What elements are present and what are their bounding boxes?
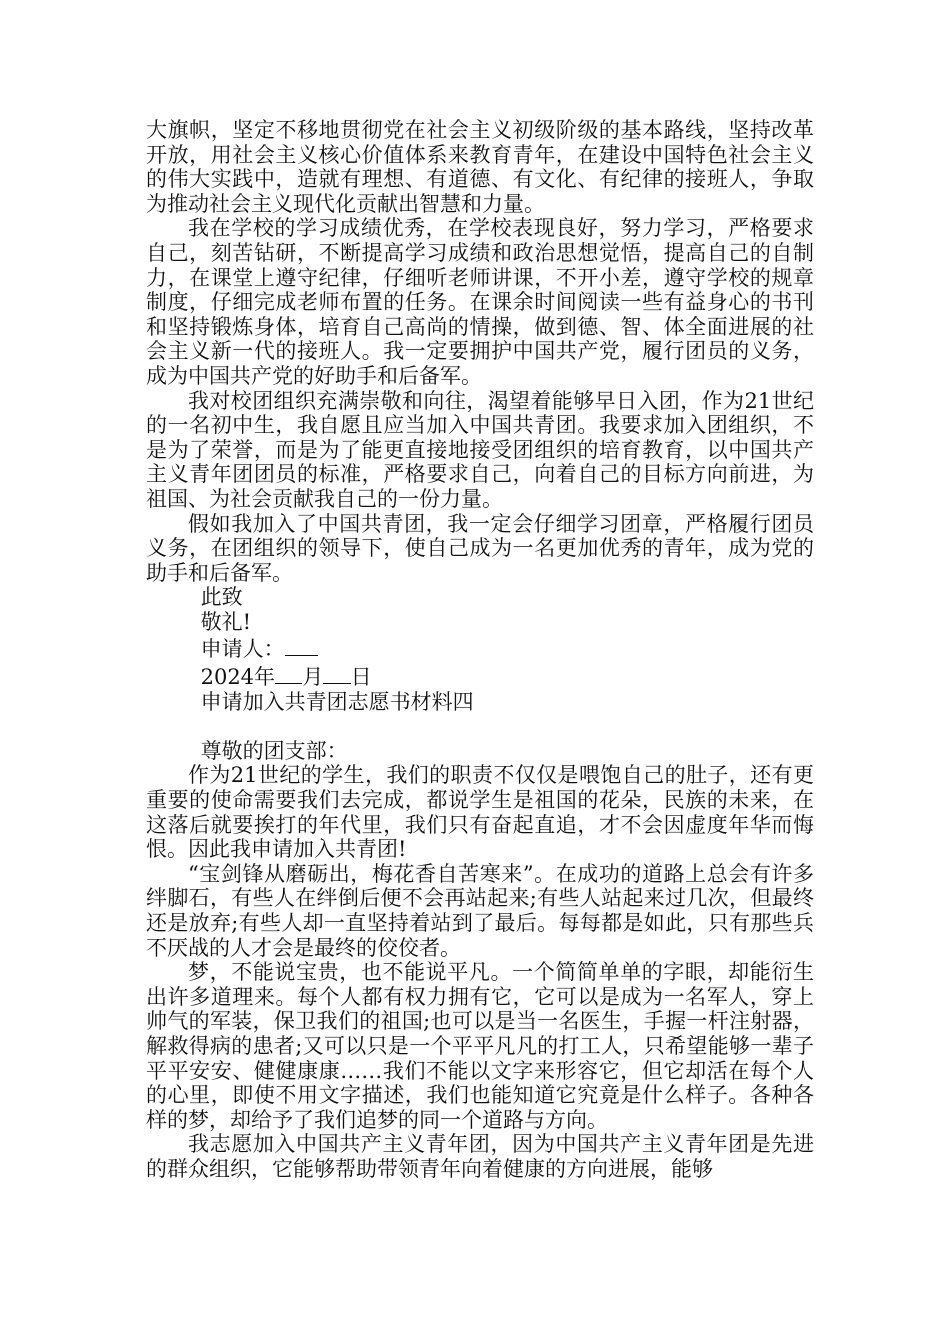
paragraph-5: 作为21世纪的学生，我们的职责不仅仅是喂饱自己的肚子，还有更重要的使命需要我们去完成，都说学生是祖国的花朵，民族的未来，在这落后就要挨打的年代里，我们只有奋起直追，才不会因虚度年华而悔恨。因此我申请加入共青团! <box>146 763 814 862</box>
date-day: 日 <box>350 665 372 690</box>
date-day-blank <box>323 662 350 684</box>
applicant-label: 申请人： <box>200 637 285 662</box>
salutation-jing-li: 敬礼! <box>200 609 252 634</box>
date-year: 2024年 <box>200 665 276 690</box>
applicant-blank <box>285 634 319 656</box>
paragraph-1: 大旗帜，坚定不移地贯彻党在社会主义初级阶级的基本路线，坚持改革开放，用社会主义核心价值体系来教育青年，在建设中国特色社会主义的伟大实践中，造就有理想、有道德、有文化、有纪律的接班人，争取为推动社会主义现代化贡献出智慧和力量。 <box>146 118 814 216</box>
applicant-line <box>146 634 814 662</box>
date-line <box>146 662 814 690</box>
paragraph-8: 我志愿加入中国共产主义青年团，因为中国共产主义青年团是先进的群众组织，它能够帮助带领青年向着健康的方向进展，能够 <box>146 1132 814 1181</box>
greeting: 尊敬的团支部： <box>200 738 348 763</box>
blank-line <box>146 714 814 739</box>
document-body <box>146 118 814 1182</box>
salutation-ci-zhi: 此致 <box>200 585 243 610</box>
paragraph-6: “宝剑锋从磨砺出，梅花香自苦寒来”。在成功的道路上总会有许多绊脚石，有些人在绊倒后便不会再站起来;有些人站起来过几次，但最终还是放弃;有些人却一直坚持着站到了最后。每每都是如此，只有那些兵不厌战的人才会是最终的佼佼者。 <box>146 861 814 960</box>
paragraph-7: 梦，不能说宝贵，也不能说平凡。一个简简单单的字眼，却能衍生出许多道理来。每个人都有权力拥有它，它可以是成为一名军人，穿上帅气的军装，保卫我们的祖国;也可以是当一名医生，手握一杆注射器，解救得病的患者;又可以只是一个平平凡凡的打工人，只希望能够一辈子平平安安、健健康康……我们不能以文字来形容它，但它却活在每个人的心里，即使不用文字描述，我们也能知道它究竟是什么样子。各种各样的梦，却给予了我们追梦的同一个道路与方向。 <box>146 960 814 1132</box>
paragraph-4: 假如我加入了中国共青团，我一定会仔细学习团章，严格履行团员义务，在团组织的领导下，使自己成为一名更加优秀的青年，成为党的助手和后备军。 <box>146 511 814 585</box>
date-month: 月 <box>302 665 324 690</box>
paragraph-3: 我对校团组织充满崇敬和向往，渴望着能够早日入团，作为21世纪的一名初中生，我自愿且应当加入中国共青团。我要求加入团组织，不是为了荣誉，而是为了能更直接地接受团组织的培育教育，以中国共产主义青年团团员的标准，严格要求自己，向着自己的目标方向前进，为祖国、为社会贡献我自己的一份力量。 <box>146 388 814 511</box>
section-title: 申请加入共青团志愿书材料四 <box>200 689 474 714</box>
paragraph-2: 我在学校的学习成绩优秀，在学校表现良好，努力学习，严格要求自己，刻苦钻研，不断提高学习成绩和政治思想觉悟，提高自己的自制力，在课堂上遵守纪律，仔细听老师讲课，不开小差，遵守学校的规章制度，仔细完成老师布置的任务。在课余时间阅读一些有益身心的书刊和坚持锻炼身体，培育自己高尚的情操，做到德、智、体全面进展的社会主义新一代的接班人。我一定要拥护中国共产党，履行团员的义务，成为中国共产党的好助手和后备军。 <box>146 216 814 388</box>
date-month-blank <box>275 662 302 684</box>
